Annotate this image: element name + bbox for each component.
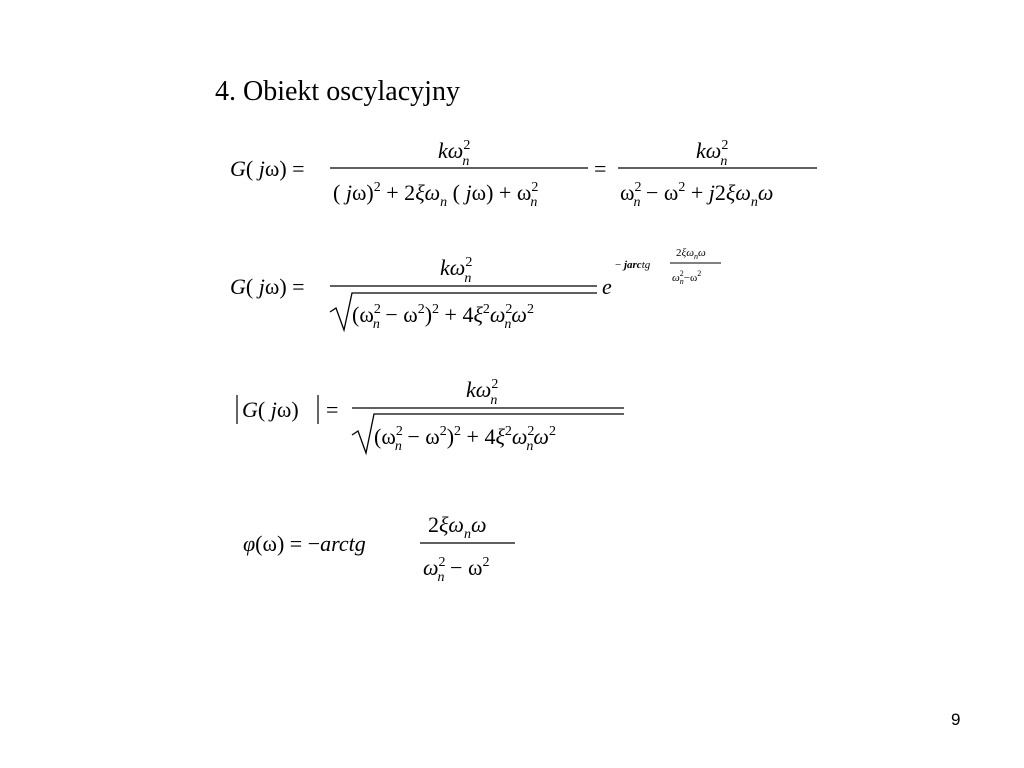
svg-text:− jarctg: − jarctg	[615, 259, 651, 271]
slide-title: 4. Obiekt oscylacyjny	[215, 76, 460, 107]
svg-text:2ξωnω: $2\xi\omega_n\omega$	[676, 247, 706, 261]
svg-text:G( jω) =: G( jω) =	[230, 156, 305, 181]
svg-text:kω2n: $k\omega^2$ n	[466, 377, 499, 408]
svg-text:kω2n: $k\omega^2$ n	[438, 138, 471, 169]
svg-text:2ξωnω: $2\xi\omega_n\omega$	[428, 512, 487, 542]
formula-phase	[243, 512, 515, 585]
formula-polar-form	[230, 247, 721, 332]
svg-text:ω2n − ω2 + j2ξωnω: $\omega^2$ $n - \omega^2 + j2\xi\omega_n\omega$	[620, 180, 774, 210]
page-number: 9	[951, 710, 961, 729]
svg-text:=: =	[326, 397, 339, 422]
svg-text:=: =	[594, 156, 607, 181]
svg-text:kω2n: $k\omega^2$ n	[440, 255, 473, 286]
svg-text:kω2n: $k\omega^2$ n	[696, 138, 729, 169]
svg-text:G( jω): G( jω)	[242, 397, 299, 422]
svg-text:ω2n − ω2: $\omega^2$ $n - \omega^2$	[423, 555, 490, 585]
svg-text:ω2n−ω2: $\omega^2$ $n-\omega^2$	[672, 269, 702, 286]
formula-transfer-function	[230, 138, 817, 210]
svg-text:G( jω) =: G( jω) =	[230, 274, 305, 299]
svg-text:( jω)2 + 2ξωn ( jω) + ω2n: ( $j\omega)^2 + 2\xi\omega_n$ ( $j\omega) + \omega^2$ n	[333, 180, 539, 210]
svg-text:(ω2n − ω2)2 + 4ξ2ω2nω2: ($\omega^2$ $n - \omega^2)^2 + 4\xi^2\omega^2$ $n\omega^2$	[374, 424, 556, 454]
formula-magnitude	[237, 377, 624, 454]
svg-text:e: e	[602, 274, 612, 299]
svg-text:(ω2n − ω2)2 + 4ξ2ω2nω2: ($\omega^2$ $n - \omega^2)^2 + 4\xi^2\omega^2$ $n\omega^2$	[352, 302, 534, 332]
svg-text:φ(ω) = −arctg: φ(ω) = −arctg	[243, 531, 366, 556]
